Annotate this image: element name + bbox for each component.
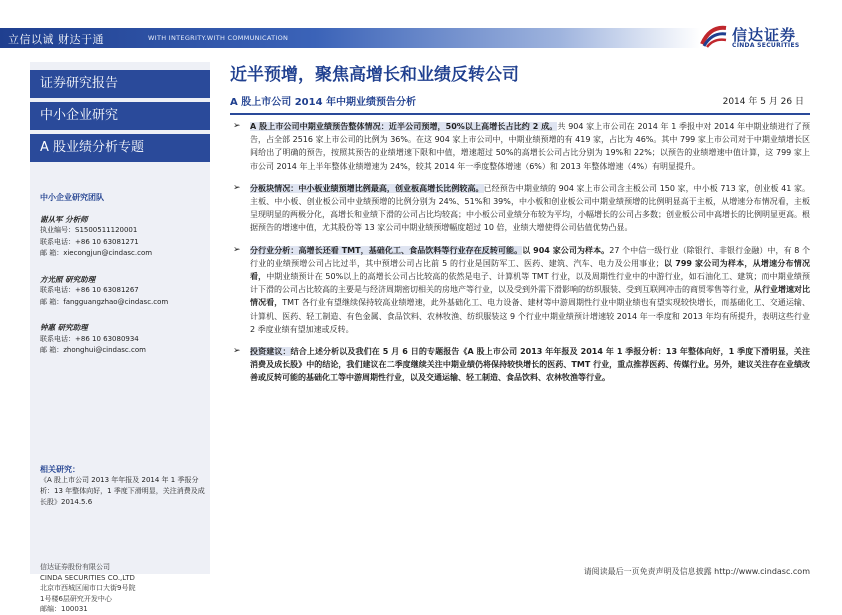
bullet-lead-sample: 以 904 家公司为样本。: [522, 245, 610, 255]
logo-name-cn: 信达证券: [732, 26, 797, 44]
bullet-investment: [230, 345, 810, 385]
bullet-industry: [230, 244, 810, 336]
banner-slogan-en: WITH INTEGRITY.WITH COMMUNICATION: [148, 34, 289, 42]
assistant-phone: 联系电话：+86 10 63080934: [40, 334, 139, 343]
sidebar-tab-topic: A 股业绩分析专题: [30, 134, 210, 162]
top-banner: [0, 0, 842, 50]
related-header: 相关研究：: [40, 465, 80, 474]
analyst-id: 执业编号：S1500511120001: [40, 226, 138, 234]
bullet-body: 已经预告中期业绩的 904 家上市公司含主板公司 150 家，中小板 713 家，创业板 41 家。主板、中小板、创业板公司中业绩预增的比例分别为 24%、51%和 39%，中小板和创业板公司中期业绩预增的比例明显高于主板，从增速分布情况看，主板呈现明显的两极分化，高增长和业绩下滑的公司占比均较高；中小板公司业绩分布较为平均，小幅增长的公司占多数；创业板公司中高增长的比例明显更高。根据预告的增速中值，尤其股份等 13 家公司中期业绩预增幅度超过 10 倍，业绩大增使得公司估值优势凸显。: [250, 183, 810, 233]
bullet-body: 结合上述分析以及我们在 5 月 6 日的专题报告《A 股上市公司 2013 年年报及 2014 年 1 季报分析：13 年整体向好，1 季度下滑明显，关注消费及成长股》中的结论，我们建议在二季度继续关注中期业绩仍将保持较快增长的医药、TMT 行业，重点推荐医药、传媒行业。另外，建议关注存在业绩改善或反转可能的基础化工等中游周期性行业，以及交通运输、轻工制造、食品饮料、农林牧渔等行业。: [250, 347, 811, 383]
related-research: [40, 464, 205, 508]
header-divider: [230, 113, 810, 115]
bullet-lead: 投资建议：: [250, 347, 291, 357]
assistant-name: 方光照 研究助理: [40, 274, 96, 284]
company-name-en: CINDA SECURITIES CO.,LTD: [40, 573, 135, 582]
assistant-email[interactable]: 邮 箱：zhonghui@cindasc.com: [40, 346, 146, 354]
analyst-phone: 联系电话：+86 10 63081271: [40, 237, 139, 246]
assistant-phone: 联系电话：+86 10 63081267: [40, 286, 139, 294]
company-logo: [700, 22, 840, 52]
bullet-body: 共 904 家上市公司在 2014 年 1 季报中对 2014 年中期业绩进行了预告，占全部 2516 家上市公司的比例为 36%。在这 904 家上市公司中，中期业绩预增的有 419 家，占比为 46%。其中 799 家上市公司对于中期业绩增长区间给出了明确的预告，按照其预告的业绩增速下限和中值，增速超过 50%的高增长公司占比分别为 19%和 22%；以预告的业绩增速中值计算，这 799 家上市公司 2014 年上半年整体业绩增速为 24%，较其 2014 年一季度整体增速（6%）和 2013 年整体增速（4%）有明显提升。: [250, 122, 810, 171]
bullet-bold-phrase: 以 799 家公司为样本，从增速分布情况看，: [250, 258, 810, 282]
bullet-bold-phrase: 从行业增速对比情况看，: [250, 285, 810, 308]
bullet-lead: A 股上市公司中期业绩预告整体情况：近半公司预增，50%以上高增长占比约 2 成。: [250, 122, 558, 131]
banner-slogan: 立信以诚 财达于通: [8, 33, 104, 46]
company-address: [40, 562, 205, 615]
subtitle-row: [230, 93, 810, 111]
bullet-board: [230, 182, 810, 235]
page-footer: 请阅读最后一页免责声明及信息披露 http://www.cindasc.com: [583, 567, 810, 576]
summary-bullets: [230, 120, 810, 394]
bullet-overall: [230, 120, 810, 173]
bullet-arrow-icon: ➢: [233, 346, 241, 357]
company-name-cn: 信达证券股份有限公司: [40, 563, 110, 571]
team-header: 中小企业研究团队: [40, 193, 104, 202]
page-title: 近半预增，聚焦高增长和业绩反转公司: [230, 65, 519, 85]
sidebar: [30, 62, 210, 613]
bullet-body: TMT 各行业有望继续保持较高业绩增速，此外基础化工、电力设备、建材等中游周期性行业中期业绩也有望实现较快增长，而基础化工、交通运输、计算机、医药、轻工制造、有色金属、食品饮料、农林牧渔、纺织服装这 9 个行业中期业绩预计增速较 2014 年一季度和 2013 年均有所提升，表明这些行业 2 季度业绩有望加速或反转。: [250, 298, 811, 334]
report-date: 2014 年 5 月 26 日: [722, 97, 804, 107]
bullet-arrow-icon: ➢: [233, 121, 241, 131]
logo-mark-icon: [700, 24, 728, 48]
company-postcode: 邮编：100031: [40, 605, 88, 613]
bullet-lead: 分板块情况：中小板业绩预增比例最高，创业板高增长比例较高。: [250, 183, 484, 193]
bullet-body: 中期业绩预计在 50%以上的高增长公司占比较高的依然是电子、计算机等 TMT 行业，以及周期性行业中的中游行业，如石油化工、建筑；而中期业绩预计下滑的公司占比较高的主要是与经济周期密切相关的房地产等行业，以及受到外需下滑影响的纺织服装、受到互联网冲击的商贸零售等行业，: [250, 272, 810, 295]
analyst-card: [40, 214, 205, 260]
bullet-body: 27 个中信一级行业（除银行、非银行金融）中，有 8 个行业的业绩预增公司占比过半，其中预增公司占比前 5 的行业是国防军工、医药、建筑、汽车、电力及公用事业；: [250, 245, 810, 268]
assistant-email[interactable]: 邮 箱：fangguangzhao@cindasc.com: [40, 297, 169, 306]
bullet-lead: 分行业分析：高增长还看 TMT，基础化工、食品饮料等行业存在反转可能。: [250, 245, 523, 255]
research-team: [40, 192, 205, 371]
assistant-card: [40, 322, 205, 357]
banner-bar: [0, 28, 700, 48]
company-floor: 1号楼6层研究开发中心: [40, 594, 112, 603]
logo-name-en: CINDA SECURITIES: [732, 42, 800, 49]
sidebar-tab-sme: 中小企业研究: [30, 102, 210, 130]
company-street: 北京市西城区闹市口大街9号院: [40, 584, 136, 592]
analyst-email[interactable]: 邮 箱：xiecongjun@cindasc.com: [40, 249, 153, 257]
assistant-name: 钟惠 研究助理: [40, 323, 88, 332]
related-report-link[interactable]: 《A 股上市公司 2013 年年报及 2014 年 1 季报分析：13 年整体向好，1 季度下滑明显，关注消费及成长股》2014.5.6: [40, 476, 205, 506]
analyst-name: 谢从军 分析师: [40, 214, 88, 224]
bullet-arrow-icon: ➢: [233, 244, 241, 255]
bullet-arrow-icon: ➢: [233, 182, 241, 193]
sidebar-tab-report: 证券研究报告: [30, 70, 210, 98]
report-subtitle: A 股上市公司 2014 年中期业绩预告分析: [230, 97, 417, 108]
assistant-card: [40, 274, 205, 309]
